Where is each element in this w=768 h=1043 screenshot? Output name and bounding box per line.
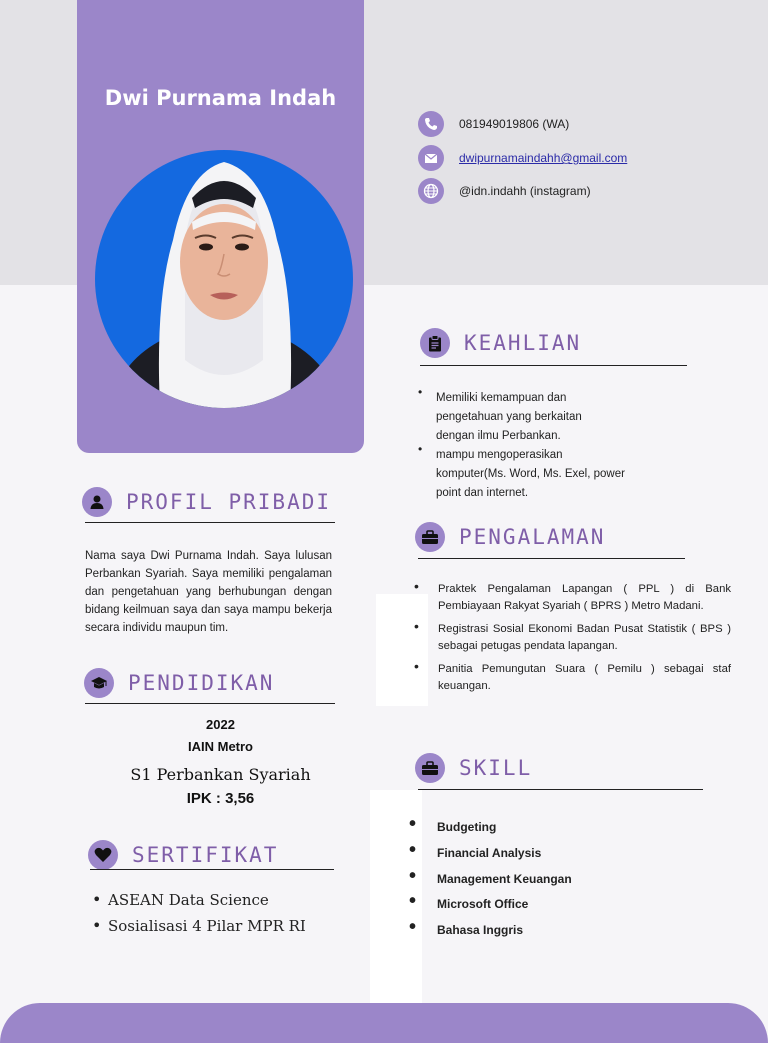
section-title: PENGALAMAN <box>459 525 606 549</box>
keahlian-line: komputer(Ms. Word, Ms. Exel, power <box>436 468 625 480</box>
graduation-cap-icon <box>84 668 114 698</box>
edu-ipk: IPK : 3,56 <box>186 790 255 807</box>
sertifikat-list <box>90 887 306 939</box>
section-title: SERTIFIKAT <box>132 843 279 867</box>
section-skill-header <box>415 753 532 783</box>
divider <box>420 365 687 366</box>
section-pengalaman-header <box>415 522 605 552</box>
edu-major: S1 Perbankan Syariah <box>130 765 311 784</box>
list-item: • Registrasi Sosial Ekonomi Badan Pusat Statistik ( BPS ) sebagai petugas pendata lapangan. <box>416 621 731 655</box>
list-item: • Sosialisasi 4 Pilar MPR RI <box>90 913 306 939</box>
list-item: • ASEAN Data Science <box>90 887 306 913</box>
heart-icon <box>88 840 118 870</box>
keahlian-line: pengetahuan yang berkaitan <box>436 411 582 423</box>
briefcase-icon <box>415 753 445 783</box>
keahlian-line: mampu mengoperasikan <box>436 449 563 461</box>
globe-icon <box>418 178 444 204</box>
contact-email <box>418 146 627 170</box>
list-item: • Financial Analysis <box>415 841 572 867</box>
list-item: • Budgeting <box>415 815 572 841</box>
footer-bar <box>0 1003 768 1043</box>
edu-school: IAIN Metro <box>188 739 253 754</box>
section-keahlian-header <box>420 328 581 358</box>
list-item: • Bahasa Inggris <box>415 918 572 944</box>
divider <box>418 789 703 790</box>
bullet: • <box>418 442 423 456</box>
divider <box>90 869 334 870</box>
keahlian-line: point dan internet. <box>436 487 529 499</box>
section-title: SKILL <box>459 756 533 780</box>
email-icon <box>418 145 444 171</box>
section-title: KEAHLIAN <box>464 331 582 355</box>
profil-text: Nama saya Dwi Purnama Indah. Saya lulusan Perbankan Syariah. Saya memiliki pengalaman dan pengetahuan yang berhubungan dengan bidang keilmuan saya dan saya mampu bekerja secara individu maupun tim. <box>85 550 332 634</box>
clipboard-icon <box>420 328 450 358</box>
contact-phone: 081949019806 (WA) <box>418 112 569 136</box>
pengalaman-list <box>416 581 731 701</box>
divider <box>85 703 335 704</box>
list-item: • Praktek Pengalaman Lapangan ( PPL ) di Bank Pembiayaan Rakyat Syariah ( BPRS ) Metro Madani. <box>416 581 731 615</box>
list-item: • Management Keuangan <box>415 867 572 893</box>
section-profil-header <box>82 487 331 517</box>
phone-icon <box>418 111 444 137</box>
keahlian-line: dengan ilmu Perbankan. <box>436 430 561 442</box>
list-item: • Panitia Pemungutan Suara ( Pemilu ) sebagai staf keuangan. <box>416 661 731 695</box>
section-title: PENDIDIKAN <box>128 671 275 695</box>
email-link[interactable]: dwipurnamaindahh@gmail.com <box>459 151 628 165</box>
section-title: PROFIL PRIBADI <box>126 490 332 514</box>
section-pendidikan-header <box>84 668 274 698</box>
profile-photo <box>95 150 353 408</box>
edu-year: 2022 <box>206 717 235 732</box>
skill-list <box>415 815 572 944</box>
keahlian-list <box>418 383 668 503</box>
bullet: • <box>418 385 423 399</box>
user-icon <box>82 487 112 517</box>
person-name: Dwi Purnama Indah <box>104 86 337 110</box>
divider <box>85 522 335 523</box>
briefcase-icon <box>415 522 445 552</box>
contact-instagram: @idn.indahh (instagram) <box>418 179 591 203</box>
keahlian-line: Memiliki kemampuan dan <box>436 392 567 404</box>
divider <box>418 558 685 559</box>
list-item: • Microsoft Office <box>415 892 572 918</box>
section-sertifikat-header <box>88 840 278 870</box>
